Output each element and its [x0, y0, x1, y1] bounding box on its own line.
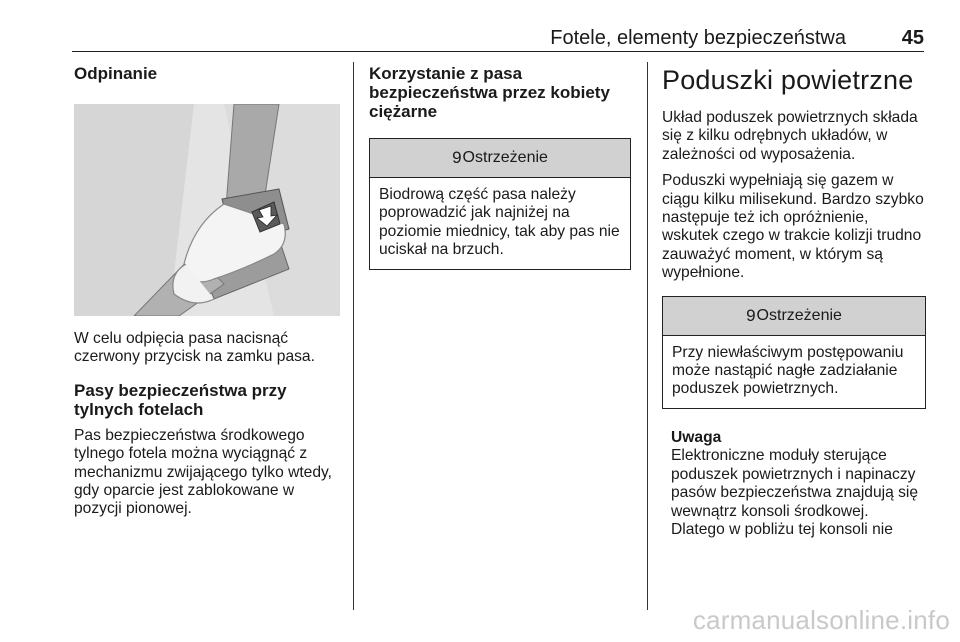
airbags-intro: Układ poduszek powietrznych składa się z kilku odrębnych układów, w zależności od wyposażenia. [662, 109, 918, 163]
section-heading-unbuckling: Odpinanie [74, 64, 158, 83]
section-heading-rear-belts: Pasy bezpieczeństwa przy tylnych fotelach [74, 380, 287, 419]
warning-text: Przy niewłaściwym postępowaniu może nastąpić nagłe zadziałanie poduszek powietrznych. [672, 343, 904, 398]
note-text: Elektroniczne moduły sterujące poduszek powietrznych i napinaczy pasów bezpieczeństwa znajdują się wewnątrz konsoli środkowej. Dlatego w pobliżu tej konsoli nie [671, 447, 919, 538]
buckle-illustration [74, 104, 340, 316]
page-number: 45 [901, 27, 924, 49]
left-column [74, 64, 344, 519]
warning-box-airbags [662, 296, 926, 409]
warning-body [370, 178, 630, 269]
header-title: Fotele, elementy bezpieczeństwa [550, 27, 846, 49]
airbags-inflation: Poduszki wypełniają się gazem w ciągu kilku milisekund. Bardzo szybko następuje też ich opróżnienie, wskutek czego w trakcie kolizji trudno zauważyć moment, w którym są wypełnione. [662, 172, 924, 282]
warning-icon: 9 [452, 148, 462, 167]
warning-title: Ostrzeżenie [462, 149, 548, 166]
right-column [662, 64, 926, 539]
seatbelt-buckle-drawing [74, 104, 340, 316]
column-divider-2 [647, 62, 648, 610]
column-divider-1 [353, 62, 354, 610]
note-block [662, 429, 926, 539]
warning-header [370, 139, 630, 178]
warning-body [663, 336, 925, 408]
warning-title: Ostrzeżenie [756, 306, 842, 324]
watermark: carmanualsonline.info [692, 605, 950, 635]
warning-icon: 9 [746, 305, 756, 325]
warning-box-pregnant [369, 138, 631, 270]
section-heading-airbags: Poduszki powietrzne [662, 65, 914, 95]
warning-text: Biodrową część pasa należy poprowadzić jak najniżej na poziomie miednicy, tak aby pas nie uciskał na brzuch. [379, 186, 620, 259]
section-heading-pregnant: Korzystanie z pasa bezpieczeństwa przez kobiety ciężarne [369, 64, 610, 121]
note-title: Uwaga [671, 428, 722, 446]
middle-column [369, 64, 631, 270]
warning-header [663, 297, 925, 336]
rear-belts-text: Pas bezpieczeństwa środkowego tylnego fotela można wyciągnąć z mechanizmu zwijającego tylko wtedy, gdy oparcie jest zablokowane w pozycji pionowej. [74, 426, 332, 518]
page-header [72, 26, 924, 52]
unbuckling-caption: W celu odpięcia pasa nacisnąć czerwony przycisk na zamku pasa. [74, 330, 315, 366]
